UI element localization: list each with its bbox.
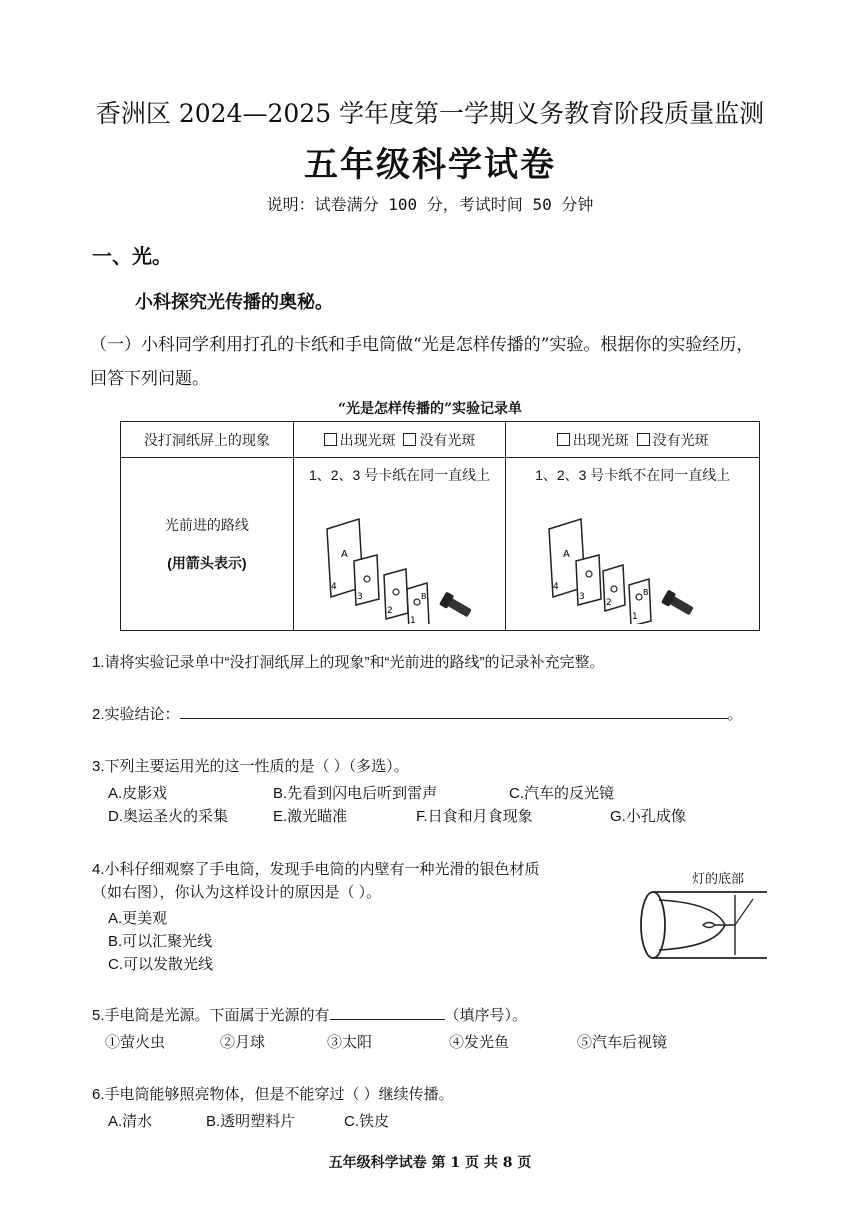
svg-text:4: 4 — [330, 582, 337, 592]
checkbox-show-2[interactable] — [557, 433, 570, 446]
svg-text:B: B — [420, 592, 427, 601]
exp2-phenomenon-options — [506, 422, 760, 458]
option-show-label: 出现光斑 — [572, 431, 629, 448]
q3-option-a[interactable]: A.皮影戏 — [108, 785, 168, 802]
question-2 — [92, 703, 743, 724]
q3-option-g[interactable]: G.小孔成像 — [610, 808, 686, 825]
question-1: 1.请将实验记录单中“没打洞纸屏上的现象”和“光前进的路线”的记录补充完整。 — [92, 654, 605, 671]
question-4-line1: 4.小科仔细观察了手电筒，发现手电筒的内壁有一种光滑的银色材质 — [92, 861, 540, 878]
exam-title-line1: 香洲区 2024—2025 学年度第一学期义务教育阶段质量监测 — [95, 99, 765, 128]
exp2-cards-figure — [541, 489, 731, 624]
q4-option-a[interactable]: A.更美观 — [108, 910, 168, 927]
section-intro: 小科探究光传播的奥秘。 — [135, 292, 333, 313]
row1-label: 没打洞纸屏上的现象 — [121, 422, 294, 458]
q5-prefix: 5.手电筒是光源。下面属于光源的有 — [92, 1007, 330, 1024]
exp1-cell — [293, 458, 506, 631]
row2-label-cell — [121, 458, 294, 631]
svg-text:A: A — [340, 549, 348, 560]
option-none-label: 没有光斑 — [652, 431, 709, 448]
exam-title: 五年级科学试卷 — [304, 145, 556, 185]
svg-text:3: 3 — [356, 592, 363, 602]
q4-figure-label: 灯的底部 — [692, 872, 745, 887]
q6-option-c[interactable]: C.铁皮 — [344, 1113, 390, 1130]
q5-option-4[interactable]: ④发光鱼 — [449, 1034, 510, 1051]
exp2-caption: 1、2、3 号卡纸不在同一直线上 — [535, 467, 731, 483]
svg-text:4: 4 — [553, 582, 560, 592]
q5-option-2[interactable]: ②月球 — [220, 1034, 266, 1051]
q2-label: 2.实验结论： — [92, 706, 180, 723]
record-table-title: “光是怎样传播的”实验记录单 — [337, 401, 523, 417]
q3-option-d[interactable]: D.奥运圣火的采集 — [108, 808, 229, 825]
q5-suffix: （填序号）。 — [444, 1007, 528, 1024]
question-4-line2: （如右图），你认为这样设计的原因是（ ）。 — [92, 884, 382, 901]
q3-option-c[interactable]: C.汽车的反光镜 — [509, 785, 615, 802]
exp1-cards-figure — [319, 489, 489, 624]
svg-text:2: 2 — [606, 598, 613, 608]
option-show-label: 出现光斑 — [339, 431, 396, 448]
row2-sub: (用箭头表示) — [167, 555, 247, 571]
option-none-label: 没有光斑 — [419, 431, 476, 448]
q3-option-b[interactable]: B.先看到闪电后听到雷声 — [273, 785, 438, 802]
checkbox-none-2[interactable] — [637, 433, 650, 446]
exp1-caption: 1、2、3 号卡纸在同一直线上 — [308, 467, 491, 483]
question-6: 6.手电筒能够照亮物体，但是不能穿过（ ）继续传播。 — [92, 1086, 454, 1103]
checkbox-show-1[interactable] — [324, 433, 337, 446]
q5-answer-blank[interactable] — [330, 1019, 445, 1020]
q3-option-f[interactable]: F.日食和月食现象 — [416, 808, 533, 825]
exam-note: 说明：试卷满分 100 分，考试时间 50 分钟 — [266, 195, 594, 214]
flashlight-icon — [661, 589, 695, 617]
q6-option-b[interactable]: B.透明塑料片 — [206, 1113, 296, 1130]
exp2-cell — [506, 458, 760, 631]
page-footer: 五年级科学试卷 第 1 页 共 8 页 — [328, 1155, 532, 1171]
svg-text:A: A — [563, 549, 571, 560]
svg-text:3: 3 — [579, 592, 586, 602]
checkbox-none-1[interactable] — [403, 433, 416, 446]
question-3: 3.下列主要运用光的这一性质的是（ ）（多选）。 — [92, 758, 409, 775]
q2-end: 。 — [727, 706, 743, 723]
q2-answer-blank[interactable] — [180, 718, 728, 719]
q4-option-b[interactable]: B.可以汇聚光线 — [108, 933, 213, 950]
question-5 — [92, 1004, 527, 1025]
section-heading: 一、光。 — [92, 244, 172, 268]
flashlight-icon — [439, 591, 473, 619]
part1-instructions: （一）小科同学利用打孔的卡纸和手电筒做“光是怎样传播的”实验。根据你的实验经历，回答下列问题。 — [90, 335, 754, 389]
svg-text:1: 1 — [632, 612, 639, 622]
svg-text:2: 2 — [386, 606, 393, 616]
q3-option-e[interactable]: E.激光瞄准 — [273, 808, 348, 825]
flashlight-reflector-figure — [635, 885, 775, 965]
q5-option-5[interactable]: ⑤汽车后视镜 — [577, 1034, 668, 1051]
q5-option-1[interactable]: ①萤火虫 — [105, 1034, 166, 1051]
q6-option-a[interactable]: A.清水 — [108, 1113, 153, 1130]
exp1-phenomenon-options — [293, 422, 506, 458]
q4-option-c[interactable]: C.可以发散光线 — [108, 956, 214, 973]
svg-text:B: B — [643, 588, 649, 597]
row2-label: 光前进的路线 — [164, 517, 249, 533]
q5-option-3[interactable]: ③太阳 — [327, 1034, 373, 1051]
svg-text:1: 1 — [409, 616, 416, 624]
record-table — [120, 421, 760, 631]
